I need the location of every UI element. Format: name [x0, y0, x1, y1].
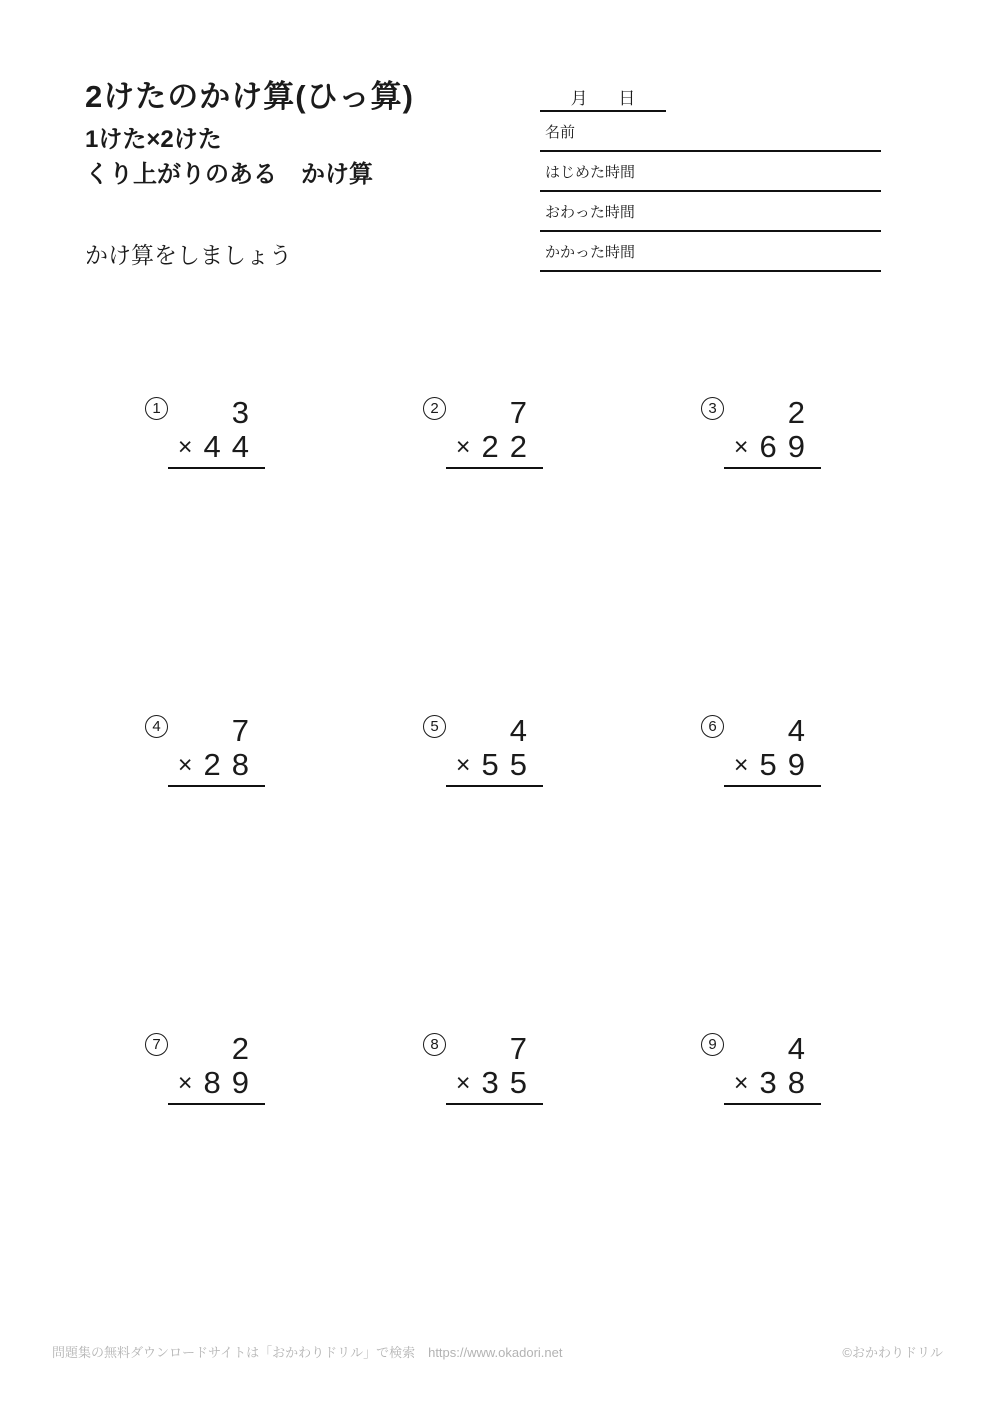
student-info-form [540, 84, 881, 272]
multiplicand: 2 [231, 1031, 249, 1066]
page-subtitle-type: くり上がりのある かけ算 [85, 161, 373, 188]
elapsed-time-field [540, 232, 881, 272]
problem-bottom-row [423, 429, 543, 464]
answer-line [724, 467, 821, 469]
name-label: 名前 [545, 123, 576, 141]
multiplicand: 4 [509, 713, 527, 748]
multiplier-digit-ones: 8 [231, 747, 249, 782]
problem-bottom-row [701, 1065, 821, 1100]
day-label: 日 [618, 89, 636, 108]
problem-top-row [145, 1032, 265, 1068]
times-sign: × [177, 751, 193, 779]
answer-line [446, 1103, 543, 1105]
problem-top-row [423, 714, 543, 750]
times-sign: × [733, 751, 749, 779]
problem-bottom-row [701, 747, 821, 782]
problem-number: 6 [701, 715, 724, 738]
answer-line [446, 467, 543, 469]
multiplier-digit-ones: 2 [509, 429, 527, 464]
problem-bottom-row [145, 429, 265, 464]
problem-top-row [701, 396, 821, 432]
multiplicand: 7 [509, 1031, 527, 1066]
multiplicand: 3 [231, 395, 249, 430]
multiplier-digit-tens: 8 [203, 1065, 221, 1100]
problem-9 [701, 1032, 821, 1350]
multiplier-digit-ones: 9 [231, 1065, 249, 1100]
problem-number: 3 [701, 397, 724, 420]
multiplicand: 7 [231, 713, 249, 748]
problem-number: 2 [423, 397, 446, 420]
problem-6 [701, 714, 821, 1032]
multiplier-digit-ones: 9 [787, 747, 805, 782]
multiplier-digit-tens: 5 [481, 747, 499, 782]
problem-4 [145, 714, 265, 1032]
start-time-field [540, 152, 881, 192]
problem-bottom-row [701, 429, 821, 464]
problem-top-row [423, 1032, 543, 1068]
problem-bottom-row [145, 747, 265, 782]
problem-top-row [145, 396, 265, 432]
multiplier-digit-ones: 5 [509, 747, 527, 782]
times-sign: × [455, 751, 471, 779]
problem-number: 8 [423, 1033, 446, 1056]
multiplicand: 4 [787, 713, 805, 748]
page-subtitle-level: 1けた×2けた [85, 126, 222, 153]
problem-number: 1 [145, 397, 168, 420]
problem-8 [423, 1032, 543, 1350]
problem-number: 4 [145, 715, 168, 738]
footer-copyright: ©おかわりドリル [842, 1345, 943, 1360]
elapsed-time-label: かかった時間 [545, 243, 636, 261]
multiplier-digit-tens: 5 [759, 747, 777, 782]
multiplier-digit-ones: 4 [231, 429, 249, 464]
times-sign: × [455, 433, 471, 461]
problem-bottom-row [423, 1065, 543, 1100]
page-title: 2けたのかけ算(ひっ算) [85, 79, 414, 114]
problem-2 [423, 396, 543, 714]
problem-number: 7 [145, 1033, 168, 1056]
answer-line [168, 1103, 265, 1105]
problem-5 [423, 714, 543, 1032]
times-sign: × [733, 433, 749, 461]
answer-line [724, 785, 821, 787]
answer-line [168, 785, 265, 787]
times-sign: × [455, 1069, 471, 1097]
problem-3 [701, 396, 821, 714]
problem-top-row [701, 1032, 821, 1068]
problem-1 [145, 396, 265, 714]
multiplier-digit-tens: 2 [481, 429, 499, 464]
month-label: 月 [570, 89, 588, 108]
times-sign: × [733, 1069, 749, 1097]
problem-top-row [145, 714, 265, 750]
multiplier-digit-tens: 3 [481, 1065, 499, 1100]
answer-line [446, 785, 543, 787]
problem-bottom-row [145, 1065, 265, 1100]
multiplier-digit-ones: 9 [787, 429, 805, 464]
multiplicand: 7 [509, 395, 527, 430]
times-sign: × [177, 1069, 193, 1097]
multiplicand: 2 [787, 395, 805, 430]
multiplier-digit-ones: 8 [787, 1065, 805, 1100]
multiplier-digit-ones: 5 [509, 1065, 527, 1100]
end-time-field [540, 192, 881, 232]
multiplier-digit-tens: 3 [759, 1065, 777, 1100]
multiplier-digit-tens: 4 [203, 429, 221, 464]
multiplier-digit-tens: 2 [203, 747, 221, 782]
instruction-text: かけ算をしましょう [85, 242, 292, 268]
date-field [540, 84, 666, 112]
problem-top-row [423, 396, 543, 432]
answer-line [724, 1103, 821, 1105]
multiplicand: 4 [787, 1031, 805, 1066]
problem-number: 5 [423, 715, 446, 738]
times-sign: × [177, 433, 193, 461]
problem-top-row [701, 714, 821, 750]
problem-bottom-row [423, 747, 543, 782]
start-time-label: はじめた時間 [545, 163, 636, 181]
multiplier-digit-tens: 6 [759, 429, 777, 464]
end-time-label: おわった時間 [545, 203, 635, 221]
problem-7 [145, 1032, 265, 1350]
answer-line [168, 467, 265, 469]
name-field [540, 112, 881, 152]
problem-number: 9 [701, 1033, 724, 1056]
footer-site-credit: 問題集の無料ダウンロードサイトは「おかわりドリル」で検索 https://www.okadori.net [52, 1345, 563, 1360]
problems-grid [145, 396, 978, 1350]
